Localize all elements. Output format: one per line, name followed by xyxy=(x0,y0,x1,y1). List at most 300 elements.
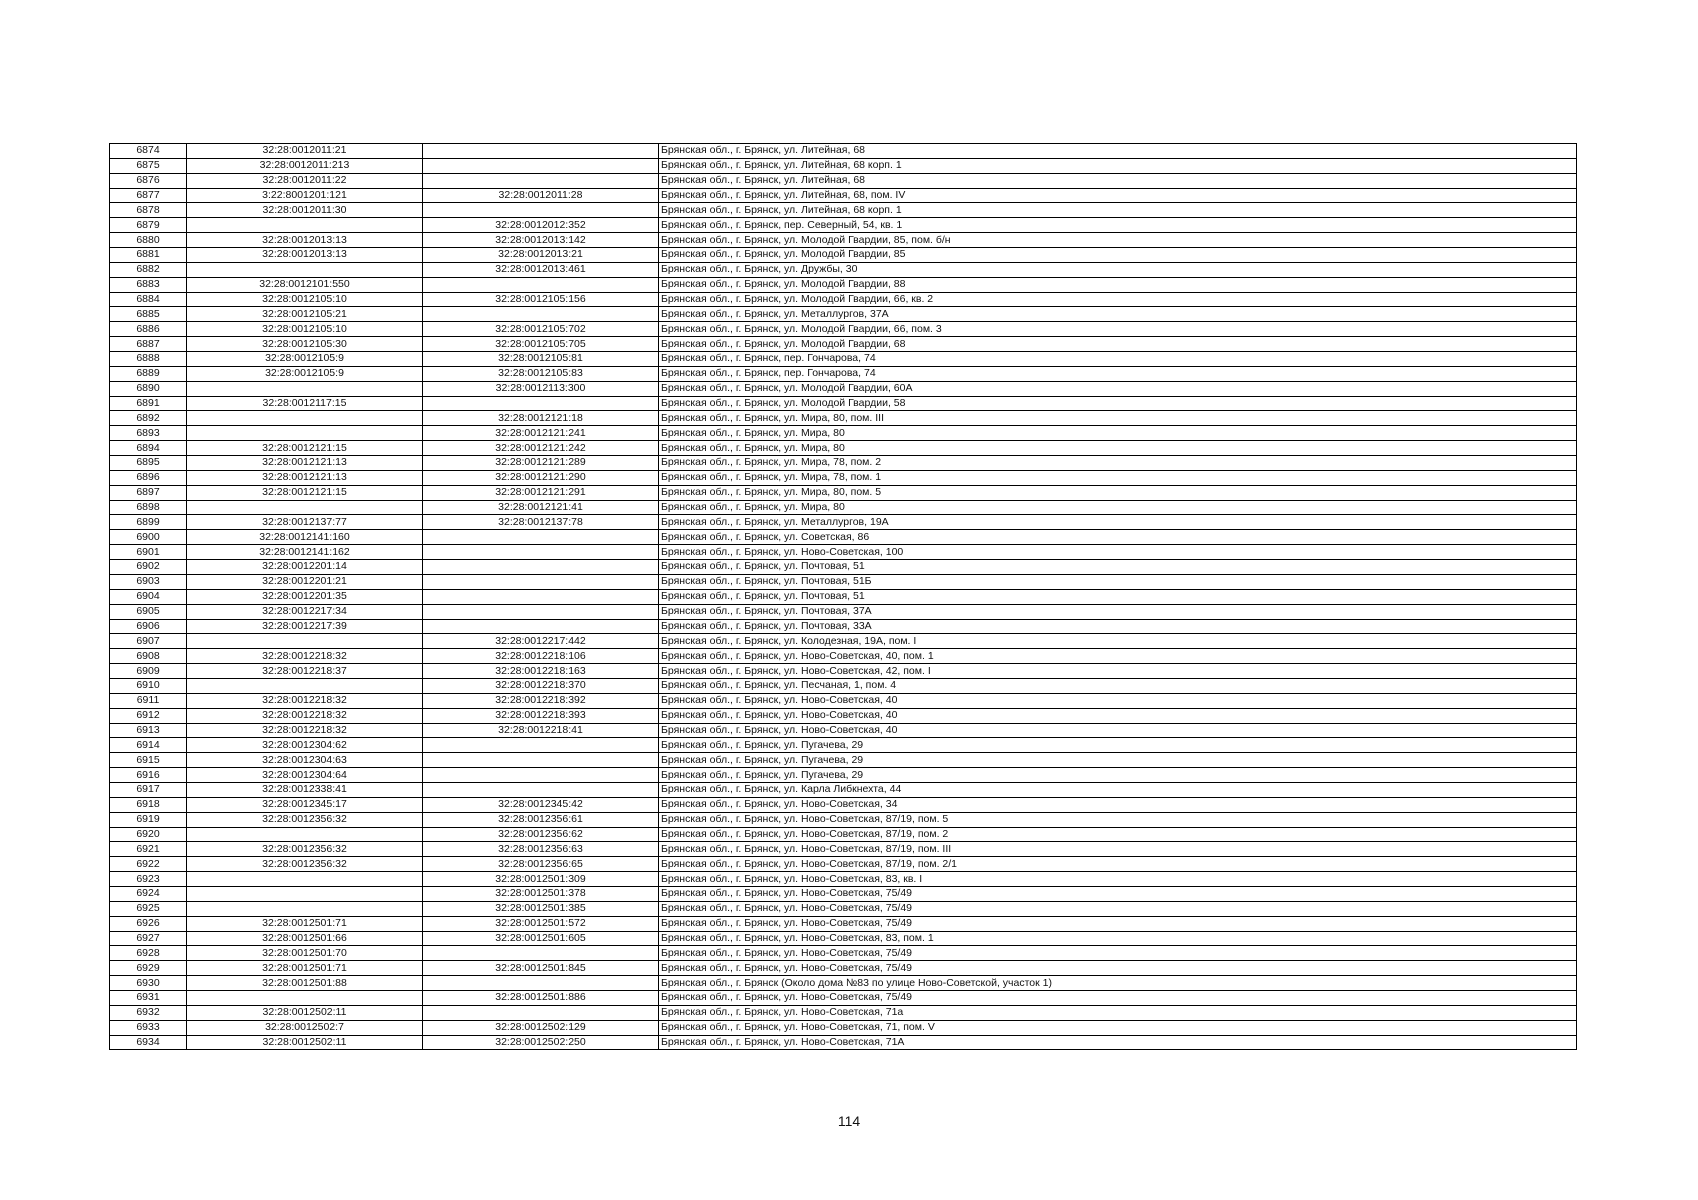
row-number-cell: 6892 xyxy=(110,411,187,426)
table-row xyxy=(110,144,1577,159)
table-row xyxy=(110,262,1577,277)
address-cell: Брянская обл., г. Брянск, ул. Ново-Советская, 87/19, пом. III xyxy=(659,842,1577,857)
table-row xyxy=(110,901,1577,916)
row-number-cell: 6934 xyxy=(110,1035,187,1050)
related-cadastral-number-cell: 32:28:0012218:370 xyxy=(423,678,659,693)
related-cadastral-number-cell xyxy=(423,782,659,797)
table-row xyxy=(110,352,1577,367)
related-cadastral-number-cell xyxy=(423,946,659,961)
address-cell: Брянская обл., г. Брянск, ул. Ново-Советская, 71а xyxy=(659,1005,1577,1020)
row-number-cell: 6882 xyxy=(110,262,187,277)
cadastral-number-cell: 32:28:0012502:11 xyxy=(187,1035,423,1050)
cadastral-number-cell: 32:28:0012304:63 xyxy=(187,753,423,768)
cadastral-number-cell xyxy=(187,411,423,426)
cadastral-number-cell: 32:28:0012105:10 xyxy=(187,292,423,307)
cadastral-number-cell: 32:28:0012105:9 xyxy=(187,352,423,367)
table-row xyxy=(110,782,1577,797)
address-cell: Брянская обл., г. Брянск, ул. Литейная, 68 корп. 1 xyxy=(659,158,1577,173)
cadastral-number-cell: 32:28:0012218:32 xyxy=(187,693,423,708)
related-cadastral-number-cell: 32:28:0012501:886 xyxy=(423,990,659,1005)
table-row xyxy=(110,411,1577,426)
table-row xyxy=(110,515,1577,530)
row-number-cell: 6893 xyxy=(110,426,187,441)
address-cell: Брянская обл., г. Брянск, пер. Гончарова, 74 xyxy=(659,352,1577,367)
address-cell: Брянская обл., г. Брянск, ул. Ново-Советская, 75/49 xyxy=(659,990,1577,1005)
cadastral-number-cell: 32:28:0012141:160 xyxy=(187,530,423,545)
address-cell: Брянская обл., г. Брянск, ул. Почтовая, 33А xyxy=(659,619,1577,634)
table-row xyxy=(110,753,1577,768)
cadastral-number-cell: 32:28:0012141:162 xyxy=(187,545,423,560)
row-number-cell: 6878 xyxy=(110,203,187,218)
row-number-cell: 6900 xyxy=(110,530,187,545)
related-cadastral-number-cell: 32:28:0012121:242 xyxy=(423,441,659,456)
cadastral-number-cell: 32:28:0012011:30 xyxy=(187,203,423,218)
cadastral-number-cell: 32:28:0012345:17 xyxy=(187,797,423,812)
cadastral-number-cell: 32:28:0012338:41 xyxy=(187,782,423,797)
address-cell: Брянская обл., г. Брянск, ул. Ново-Советская, 75/49 xyxy=(659,961,1577,976)
row-number-cell: 6929 xyxy=(110,961,187,976)
table-row xyxy=(110,441,1577,456)
row-number-cell: 6897 xyxy=(110,485,187,500)
table-row xyxy=(110,916,1577,931)
related-cadastral-number-cell: 32:28:0012356:65 xyxy=(423,857,659,872)
table-row xyxy=(110,530,1577,545)
related-cadastral-number-cell: 32:28:0012501:572 xyxy=(423,916,659,931)
table-row xyxy=(110,797,1577,812)
related-cadastral-number-cell: 32:28:0012501:605 xyxy=(423,931,659,946)
table-row xyxy=(110,931,1577,946)
table-row xyxy=(110,560,1577,575)
address-cell: Брянская обл., г. Брянск, ул. Ново-Советская, 75/49 xyxy=(659,946,1577,961)
row-number-cell: 6928 xyxy=(110,946,187,961)
address-cell: Брянская обл., г. Брянск, ул. Песчаная, 1, пом. 4 xyxy=(659,678,1577,693)
row-number-cell: 6896 xyxy=(110,470,187,485)
address-cell: Брянская обл., г. Брянск, ул. Ново-Советская, 83, пом. 1 xyxy=(659,931,1577,946)
row-number-cell: 6911 xyxy=(110,693,187,708)
table-row xyxy=(110,976,1577,991)
cadastral-number-cell xyxy=(187,634,423,649)
cadastral-number-cell: 32:28:0012013:13 xyxy=(187,233,423,248)
table-row xyxy=(110,485,1577,500)
cadastral-number-cell: 32:28:0012105:30 xyxy=(187,337,423,352)
address-cell: Брянская обл., г. Брянск, ул. Мира, 80 xyxy=(659,441,1577,456)
cadastral-number-cell xyxy=(187,872,423,887)
row-number-cell: 6902 xyxy=(110,560,187,575)
cadastral-number-cell: 32:28:0012501:71 xyxy=(187,961,423,976)
cadastral-number-cell: 32:28:0012217:34 xyxy=(187,604,423,619)
address-cell: Брянская обл., г. Брянск, ул. Почтовая, 51Б xyxy=(659,574,1577,589)
address-cell: Брянская обл., г. Брянск, ул. Дружбы, 30 xyxy=(659,262,1577,277)
cadastral-number-cell: 32:28:0012502:11 xyxy=(187,1005,423,1020)
related-cadastral-number-cell: 32:28:0012121:41 xyxy=(423,500,659,515)
address-cell: Брянская обл., г. Брянск, ул. Ново-Советская, 71А xyxy=(659,1035,1577,1050)
related-cadastral-number-cell: 32:28:0012217:442 xyxy=(423,634,659,649)
cadastral-number-cell: 32:28:0012121:15 xyxy=(187,485,423,500)
related-cadastral-number-cell: 32:28:0012121:241 xyxy=(423,426,659,441)
cadastral-number-cell: 32:28:0012501:71 xyxy=(187,916,423,931)
table-row xyxy=(110,961,1577,976)
address-cell: Брянская обл., г. Брянск, ул. Ново-Советская, 40 xyxy=(659,708,1577,723)
table-row xyxy=(110,426,1577,441)
table-row xyxy=(110,619,1577,634)
related-cadastral-number-cell xyxy=(423,545,659,560)
row-number-cell: 6889 xyxy=(110,366,187,381)
table-row xyxy=(110,678,1577,693)
related-cadastral-number-cell xyxy=(423,1005,659,1020)
related-cadastral-number-cell: 32:28:0012218:41 xyxy=(423,723,659,738)
related-cadastral-number-cell: 32:28:0012345:42 xyxy=(423,797,659,812)
address-cell: Брянская обл., г. Брянск (Около дома №83 по улице Ново-Советской, участок 1) xyxy=(659,976,1577,991)
row-number-cell: 6910 xyxy=(110,678,187,693)
address-cell: Брянская обл., г. Брянск, пер. Северный, 54, кв. 1 xyxy=(659,218,1577,233)
related-cadastral-number-cell: 32:28:0012013:21 xyxy=(423,248,659,263)
address-cell: Брянская обл., г. Брянск, ул. Почтовая, 51 xyxy=(659,589,1577,604)
address-cell: Брянская обл., г. Брянск, ул. Ново-Советская, 87/19, пом. 2 xyxy=(659,827,1577,842)
address-cell: Брянская обл., г. Брянск, ул. Молодой Гвардии, 58 xyxy=(659,396,1577,411)
row-number-cell: 6883 xyxy=(110,277,187,292)
table-row xyxy=(110,366,1577,381)
cadastral-number-cell: 32:28:0012121:13 xyxy=(187,456,423,471)
row-number-cell: 6912 xyxy=(110,708,187,723)
table-row xyxy=(110,470,1577,485)
registry-table-body xyxy=(110,144,1577,1050)
row-number-cell: 6930 xyxy=(110,976,187,991)
row-number-cell: 6915 xyxy=(110,753,187,768)
row-number-cell: 6919 xyxy=(110,812,187,827)
row-number-cell: 6933 xyxy=(110,1020,187,1035)
address-cell: Брянская обл., г. Брянск, ул. Металлургов, 19А xyxy=(659,515,1577,530)
cadastral-number-cell: 32:28:0012218:32 xyxy=(187,649,423,664)
row-number-cell: 6903 xyxy=(110,574,187,589)
cadastral-number-cell: 32:28:0012121:15 xyxy=(187,441,423,456)
cadastral-number-cell: 32:28:0012356:32 xyxy=(187,857,423,872)
related-cadastral-number-cell: 32:28:0012218:106 xyxy=(423,649,659,664)
cadastral-number-cell: 32:28:0012137:77 xyxy=(187,515,423,530)
row-number-cell: 6890 xyxy=(110,381,187,396)
related-cadastral-number-cell: 32:28:0012011:28 xyxy=(423,188,659,203)
related-cadastral-number-cell: 32:28:0012502:250 xyxy=(423,1035,659,1050)
related-cadastral-number-cell xyxy=(423,158,659,173)
row-number-cell: 6875 xyxy=(110,158,187,173)
table-row xyxy=(110,456,1577,471)
table-row xyxy=(110,1035,1577,1050)
address-cell: Брянская обл., г. Брянск, ул. Мира, 80, пом. III xyxy=(659,411,1577,426)
table-row xyxy=(110,886,1577,901)
cadastral-number-cell: 32:28:0012501:66 xyxy=(187,931,423,946)
related-cadastral-number-cell xyxy=(423,976,659,991)
cadastral-number-cell: 32:28:0012201:21 xyxy=(187,574,423,589)
cadastral-number-cell: 3:22:8001201:121 xyxy=(187,188,423,203)
address-cell: Брянская обл., г. Брянск, ул. Молодой Гвардии, 60А xyxy=(659,381,1577,396)
address-cell: Брянская обл., г. Брянск, ул. Ново-Советская, 42, пом. I xyxy=(659,664,1577,679)
row-number-cell: 6876 xyxy=(110,173,187,188)
table-row xyxy=(110,768,1577,783)
cadastral-number-cell xyxy=(187,500,423,515)
table-row xyxy=(110,173,1577,188)
row-number-cell: 6917 xyxy=(110,782,187,797)
related-cadastral-number-cell xyxy=(423,768,659,783)
related-cadastral-number-cell: 32:28:0012137:78 xyxy=(423,515,659,530)
address-cell: Брянская обл., г. Брянск, ул. Молодой Гвардии, 88 xyxy=(659,277,1577,292)
related-cadastral-number-cell: 32:28:0012013:461 xyxy=(423,262,659,277)
row-number-cell: 6922 xyxy=(110,857,187,872)
cadastral-number-cell: 32:28:0012105:9 xyxy=(187,366,423,381)
related-cadastral-number-cell: 32:28:0012105:83 xyxy=(423,366,659,381)
row-number-cell: 6921 xyxy=(110,842,187,857)
address-cell: Брянская обл., г. Брянск, ул. Мира, 78, пом. 2 xyxy=(659,456,1577,471)
related-cadastral-number-cell xyxy=(423,619,659,634)
row-number-cell: 6920 xyxy=(110,827,187,842)
address-cell: Брянская обл., г. Брянск, ул. Карла Либкнехта, 44 xyxy=(659,782,1577,797)
table-row xyxy=(110,218,1577,233)
related-cadastral-number-cell: 32:28:0012121:291 xyxy=(423,485,659,500)
table-row xyxy=(110,500,1577,515)
related-cadastral-number-cell: 32:28:0012501:845 xyxy=(423,961,659,976)
related-cadastral-number-cell xyxy=(423,203,659,218)
related-cadastral-number-cell xyxy=(423,753,659,768)
cadastral-number-cell xyxy=(187,262,423,277)
address-cell: Брянская обл., г. Брянск, ул. Ново-Советская, 100 xyxy=(659,545,1577,560)
table-row xyxy=(110,664,1577,679)
related-cadastral-number-cell xyxy=(423,604,659,619)
table-row xyxy=(110,322,1577,337)
address-cell: Брянская обл., г. Брянск, ул. Молодой Гвардии, 85, пом. б/н xyxy=(659,233,1577,248)
address-cell: Брянская обл., г. Брянск, ул. Мира, 80, пом. 5 xyxy=(659,485,1577,500)
related-cadastral-number-cell xyxy=(423,738,659,753)
cadastral-number-cell: 32:28:0012218:37 xyxy=(187,664,423,679)
cadastral-number-cell xyxy=(187,218,423,233)
row-number-cell: 6877 xyxy=(110,188,187,203)
table-row xyxy=(110,248,1577,263)
table-row xyxy=(110,857,1577,872)
cadastral-number-cell xyxy=(187,678,423,693)
table-row xyxy=(110,158,1577,173)
related-cadastral-number-cell xyxy=(423,589,659,604)
row-number-cell: 6926 xyxy=(110,916,187,931)
cadastral-number-cell xyxy=(187,827,423,842)
cadastral-number-cell: 32:28:0012502:7 xyxy=(187,1020,423,1035)
row-number-cell: 6927 xyxy=(110,931,187,946)
related-cadastral-number-cell: 32:28:0012356:63 xyxy=(423,842,659,857)
related-cadastral-number-cell xyxy=(423,396,659,411)
table-row xyxy=(110,188,1577,203)
related-cadastral-number-cell xyxy=(423,144,659,159)
address-cell: Брянская обл., г. Брянск, пер. Гончарова, 74 xyxy=(659,366,1577,381)
cadastral-number-cell: 32:28:0012105:21 xyxy=(187,307,423,322)
row-number-cell: 6907 xyxy=(110,634,187,649)
related-cadastral-number-cell: 32:28:0012012:352 xyxy=(423,218,659,233)
cadastral-number-cell: 32:28:0012013:13 xyxy=(187,248,423,263)
table-row xyxy=(110,337,1577,352)
related-cadastral-number-cell: 32:28:0012013:142 xyxy=(423,233,659,248)
table-row xyxy=(110,723,1577,738)
table-row xyxy=(110,203,1577,218)
row-number-cell: 6888 xyxy=(110,352,187,367)
table-row xyxy=(110,738,1577,753)
table-row xyxy=(110,872,1577,887)
row-number-cell: 6923 xyxy=(110,872,187,887)
table-row xyxy=(110,693,1577,708)
related-cadastral-number-cell: 32:28:0012501:378 xyxy=(423,886,659,901)
address-cell: Брянская обл., г. Брянск, ул. Почтовая, 51 xyxy=(659,560,1577,575)
related-cadastral-number-cell xyxy=(423,574,659,589)
table-row xyxy=(110,381,1577,396)
address-cell: Брянская обл., г. Брянск, ул. Пугачева, 29 xyxy=(659,753,1577,768)
related-cadastral-number-cell xyxy=(423,307,659,322)
row-number-cell: 6918 xyxy=(110,797,187,812)
row-number-cell: 6901 xyxy=(110,545,187,560)
row-number-cell: 6891 xyxy=(110,396,187,411)
cadastral-number-cell: 32:28:0012304:62 xyxy=(187,738,423,753)
registry-table xyxy=(109,143,1577,1050)
row-number-cell: 6886 xyxy=(110,322,187,337)
row-number-cell: 6884 xyxy=(110,292,187,307)
page-number: 114 xyxy=(837,1113,861,1129)
row-number-cell: 6895 xyxy=(110,456,187,471)
table-row xyxy=(110,589,1577,604)
table-row xyxy=(110,396,1577,411)
related-cadastral-number-cell xyxy=(423,560,659,575)
row-number-cell: 6914 xyxy=(110,738,187,753)
cadastral-number-cell: 32:28:0012201:14 xyxy=(187,560,423,575)
address-cell: Брянская обл., г. Брянск, ул. Ново-Советская, 40, пом. 1 xyxy=(659,649,1577,664)
address-cell: Брянская обл., г. Брянск, ул. Мира, 78, пом. 1 xyxy=(659,470,1577,485)
related-cadastral-number-cell: 32:28:0012113:300 xyxy=(423,381,659,396)
row-number-cell: 6913 xyxy=(110,723,187,738)
row-number-cell: 6924 xyxy=(110,886,187,901)
row-number-cell: 6904 xyxy=(110,589,187,604)
table-row xyxy=(110,1020,1577,1035)
row-number-cell: 6885 xyxy=(110,307,187,322)
related-cadastral-number-cell: 32:28:0012105:81 xyxy=(423,352,659,367)
address-cell: Брянская обл., г. Брянск, ул. Молодой Гвардии, 66, пом. 3 xyxy=(659,322,1577,337)
address-cell: Брянская обл., г. Брянск, ул. Колодезная, 19А, пом. I xyxy=(659,634,1577,649)
table-row xyxy=(110,634,1577,649)
address-cell: Брянская обл., г. Брянск, ул. Металлургов, 37А xyxy=(659,307,1577,322)
related-cadastral-number-cell: 32:28:0012105:702 xyxy=(423,322,659,337)
row-number-cell: 6925 xyxy=(110,901,187,916)
address-cell: Брянская обл., г. Брянск, ул. Ново-Советская, 34 xyxy=(659,797,1577,812)
cadastral-number-cell: 32:28:0012218:32 xyxy=(187,708,423,723)
cadastral-number-cell: 32:28:0012304:64 xyxy=(187,768,423,783)
cadastral-number-cell: 32:28:0012356:32 xyxy=(187,812,423,827)
address-cell: Брянская обл., г. Брянск, ул. Ново-Советская, 75/49 xyxy=(659,886,1577,901)
cadastral-number-cell xyxy=(187,381,423,396)
table-row xyxy=(110,812,1577,827)
row-number-cell: 6879 xyxy=(110,218,187,233)
cadastral-number-cell: 32:28:0012121:13 xyxy=(187,470,423,485)
address-cell: Брянская обл., г. Брянск, ул. Ново-Советская, 75/49 xyxy=(659,916,1577,931)
related-cadastral-number-cell xyxy=(423,277,659,292)
address-cell: Брянская обл., г. Брянск, ул. Молодой Гвардии, 68 xyxy=(659,337,1577,352)
related-cadastral-number-cell: 32:28:0012121:290 xyxy=(423,470,659,485)
address-cell: Брянская обл., г. Брянск, ул. Советская, 86 xyxy=(659,530,1577,545)
row-number-cell: 6899 xyxy=(110,515,187,530)
related-cadastral-number-cell: 32:28:0012502:129 xyxy=(423,1020,659,1035)
address-cell: Брянская обл., г. Брянск, ул. Ново-Советская, 87/19, пом. 2/1 xyxy=(659,857,1577,872)
cadastral-number-cell: 32:28:0012201:35 xyxy=(187,589,423,604)
table-row xyxy=(110,307,1577,322)
table-row xyxy=(110,277,1577,292)
table-row xyxy=(110,545,1577,560)
cadastral-number-cell: 32:28:0012011:21 xyxy=(187,144,423,159)
table-row xyxy=(110,708,1577,723)
table-row xyxy=(110,827,1577,842)
address-cell: Брянская обл., г. Брянск, ул. Мира, 80 xyxy=(659,426,1577,441)
address-cell: Брянская обл., г. Брянск, ул. Ново-Советская, 87/19, пом. 5 xyxy=(659,812,1577,827)
related-cadastral-number-cell: 32:28:0012218:393 xyxy=(423,708,659,723)
row-number-cell: 6931 xyxy=(110,990,187,1005)
row-number-cell: 6874 xyxy=(110,144,187,159)
cadastral-number-cell xyxy=(187,901,423,916)
row-number-cell: 6916 xyxy=(110,768,187,783)
address-cell: Брянская обл., г. Брянск, ул. Ново-Советская, 83, кв. I xyxy=(659,872,1577,887)
address-cell: Брянская обл., г. Брянск, ул. Молодой Гвардии, 66, кв. 2 xyxy=(659,292,1577,307)
cadastral-number-cell xyxy=(187,886,423,901)
row-number-cell: 6894 xyxy=(110,441,187,456)
row-number-cell: 6898 xyxy=(110,500,187,515)
address-cell: Брянская обл., г. Брянск, ул. Литейная, 68 xyxy=(659,144,1577,159)
table-row xyxy=(110,990,1577,1005)
cadastral-number-cell xyxy=(187,990,423,1005)
related-cadastral-number-cell: 32:28:0012501:385 xyxy=(423,901,659,916)
table-row xyxy=(110,1005,1577,1020)
cadastral-number-cell: 32:28:0012105:10 xyxy=(187,322,423,337)
cadastral-number-cell: 32:28:0012011:213 xyxy=(187,158,423,173)
cadastral-number-cell: 32:28:0012117:15 xyxy=(187,396,423,411)
cadastral-number-cell: 32:28:0012501:88 xyxy=(187,976,423,991)
related-cadastral-number-cell: 32:28:0012121:289 xyxy=(423,456,659,471)
related-cadastral-number-cell: 32:28:0012105:156 xyxy=(423,292,659,307)
table-row xyxy=(110,604,1577,619)
address-cell: Брянская обл., г. Брянск, ул. Ново-Советская, 75/49 xyxy=(659,901,1577,916)
cadastral-number-cell: 32:28:0012501:70 xyxy=(187,946,423,961)
cadastral-number-cell: 32:28:0012218:32 xyxy=(187,723,423,738)
row-number-cell: 6881 xyxy=(110,248,187,263)
table-row xyxy=(110,649,1577,664)
table-row xyxy=(110,292,1577,307)
row-number-cell: 6906 xyxy=(110,619,187,634)
related-cadastral-number-cell xyxy=(423,173,659,188)
related-cadastral-number-cell: 32:28:0012356:61 xyxy=(423,812,659,827)
table-row xyxy=(110,842,1577,857)
row-number-cell: 6909 xyxy=(110,664,187,679)
table-row xyxy=(110,946,1577,961)
cadastral-number-cell xyxy=(187,426,423,441)
address-cell: Брянская обл., г. Брянск, ул. Ново-Советская, 40 xyxy=(659,723,1577,738)
related-cadastral-number-cell: 32:28:0012218:163 xyxy=(423,664,659,679)
address-cell: Брянская обл., г. Брянск, ул. Мира, 80 xyxy=(659,500,1577,515)
related-cadastral-number-cell: 32:28:0012356:62 xyxy=(423,827,659,842)
address-cell: Брянская обл., г. Брянск, ул. Почтовая, 37А xyxy=(659,604,1577,619)
related-cadastral-number-cell: 32:28:0012121:18 xyxy=(423,411,659,426)
address-cell: Брянская обл., г. Брянск, ул. Пугачева, 29 xyxy=(659,738,1577,753)
row-number-cell: 6908 xyxy=(110,649,187,664)
cadastral-number-cell: 32:28:0012217:39 xyxy=(187,619,423,634)
related-cadastral-number-cell: 32:28:0012105:705 xyxy=(423,337,659,352)
address-cell: Брянская обл., г. Брянск, ул. Молодой Гвардии, 85 xyxy=(659,248,1577,263)
row-number-cell: 6880 xyxy=(110,233,187,248)
address-cell: Брянская обл., г. Брянск, ул. Литейная, 68 xyxy=(659,173,1577,188)
table-row xyxy=(110,574,1577,589)
cadastral-number-cell: 32:28:0012011:22 xyxy=(187,173,423,188)
address-cell: Брянская обл., г. Брянск, ул. Ново-Советская, 71, пом. V xyxy=(659,1020,1577,1035)
address-cell: Брянская обл., г. Брянск, ул. Пугачева, 29 xyxy=(659,768,1577,783)
row-number-cell: 6905 xyxy=(110,604,187,619)
cadastral-number-cell: 32:28:0012101:550 xyxy=(187,277,423,292)
address-cell: Брянская обл., г. Брянск, ул. Литейная, 68 корп. 1 xyxy=(659,203,1577,218)
cadastral-number-cell: 32:28:0012356:32 xyxy=(187,842,423,857)
